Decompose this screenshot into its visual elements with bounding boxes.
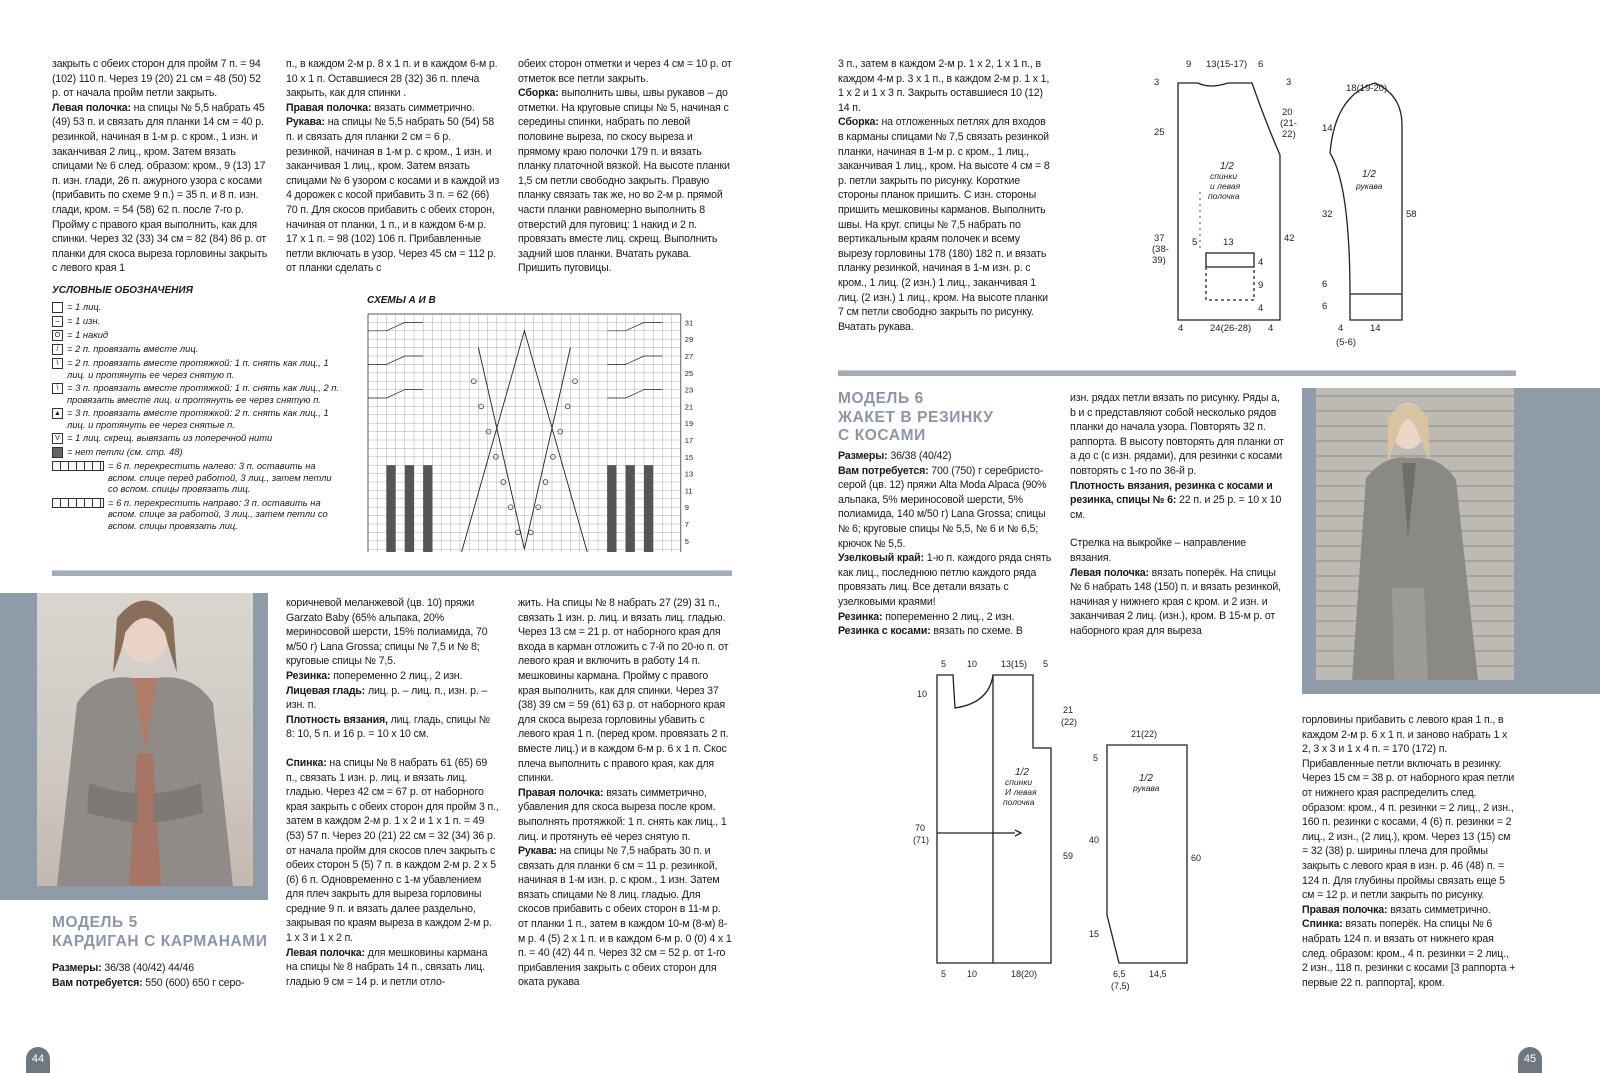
- dim-label: 5: [1093, 753, 1099, 763]
- paragraph-label: Сборка:: [838, 116, 879, 129]
- chart-a-grid: [368, 314, 709, 552]
- paragraph-label: Размеры:: [838, 450, 888, 462]
- dim-label: 5: [941, 659, 947, 669]
- dim-label: (38-: [1152, 244, 1169, 255]
- dim-label: 6: [1322, 279, 1328, 290]
- paragraph-text: попеременно 2 лиц., 2 изн.: [330, 669, 463, 682]
- dim-label: 32: [1322, 209, 1333, 220]
- section-divider-right: [838, 370, 1516, 376]
- legend-text: = 1 накид: [67, 329, 109, 340]
- paragraph: закрыть с обеих сторон для пройм 7 п. = 94 (102) 110 п. Через 19 (20) 21 см = 48 (50) 52 р. от начала пройм петли закрыть.: [52, 58, 261, 100]
- paragraph: изн. рядах петли вязать по рисунку. Ряды a, b и c представляют собой несколько рядов планки до начала узора. Повторять 32 п. раппорта. В высоту повторять для планки от a до c (с изн. рядами), для резинки с косами повторять с 1-го по 36-й р.: [1070, 392, 1284, 477]
- paragraph: [286, 669, 500, 684]
- paragraph-label: Сборка:: [518, 87, 559, 100]
- legend-item: [52, 446, 344, 458]
- schema-piece-label: 1/2: [1015, 767, 1029, 778]
- dim-label: 25: [1154, 127, 1165, 138]
- dim-label: (7,5): [1111, 981, 1130, 991]
- paragraph-text: на спицы № 5,5 набрать 50 (54) 58 п. и связать для планки 2 см = 6 р. резинкой, начиная в 1-м р. с кром., 1 изн. и заканчивая 1 лиц., кром. Затем вязать спицами № 6 узором с косами и в каждой из 4 дорожек с косой прибавить 3 п. = 62 (66) 70 п. Для скосов прибавить с обеих сторон, начиная от планки, 1 п., и в каждом 6-м р. 17 х 1 п. = 98 (102) 106 п. Прибавленные петли включать в узор. Через 45 см = 112 р. от планки сделать с: [286, 116, 500, 275]
- paragraph-label: Плотность вязания, резинка с косами и резинка, спицы № 6:: [1070, 479, 1273, 507]
- paragraph: [838, 449, 1052, 464]
- dim-label: 6: [1258, 59, 1264, 70]
- legend-symbol: [52, 498, 104, 508]
- row-number: 19: [684, 419, 694, 429]
- paragraph-label: Левая полочка:: [286, 946, 365, 959]
- dim-label: 5: [941, 969, 947, 979]
- knitting-chart: [360, 308, 732, 552]
- legend-symbol: \: [52, 383, 63, 394]
- no-stitch-cell: [405, 465, 414, 552]
- paragraph: [838, 551, 1052, 609]
- legend-text: = 6 п. перекрестить налево: 3 п. оставить на вспом. спице перед работой, 3 лиц., затем петли со вспом. спицы провязать лиц.: [108, 460, 332, 494]
- right-col3b: [1302, 713, 1516, 990]
- paragraph: [518, 786, 732, 844]
- legend-text: = 1 лиц. скрещ. вывязать из поперечной нити: [67, 432, 273, 443]
- paragraph-label: Левая полочка:: [1070, 566, 1149, 579]
- no-stitch-cell: [386, 465, 395, 552]
- schema-piece-label: и левая: [1210, 181, 1241, 191]
- paragraph-text: на спицы № 8 набрать 61 (65) 69 п., связать 1 изн. р. лиц. и вязать лиц. гладью. Через 42 см = 67 р. от наборного края закрыть с обеих сторон для пройм 3 п., затем в каждом 2-м р. 1 х 2 и 1 х 1 п. = 49 (53) 57 п. Через 20 (21) 22 см = 32 (34) 36 р. от начала пройм для скосов плеч закрыть с обеих сторон 5 (5) 7 п. в каждом 2-м р. 2 х 5 (6) 6 п. Одновременно с 1-м убавлением для плеч закрыть для выреза горловины средние 9 п. и вязать далее раздельно, закрывая по краям выреза в каждом 2-м р. 1 х 3 и 1 х 2 п.: [286, 756, 499, 945]
- paragraph-text: вязать симметрично.: [371, 101, 475, 114]
- paragraph: [286, 101, 500, 116]
- dim-label: 6: [1322, 301, 1328, 312]
- paragraph: [286, 684, 500, 713]
- paragraph-label: Спинка:: [1302, 918, 1343, 931]
- model5-figure: [37, 593, 253, 886]
- dim-label: 5: [1043, 659, 1049, 669]
- paragraph: [518, 86, 732, 276]
- paragraph: [286, 115, 500, 276]
- paragraph: [1302, 903, 1516, 918]
- schema-piece-label: 1/2: [1362, 169, 1376, 180]
- left-col1: [52, 57, 270, 276]
- right-col1: [838, 57, 1052, 334]
- legend-item: [52, 315, 344, 327]
- row-number: 7: [684, 520, 689, 529]
- paragraph-text: вязать по схеме. В: [930, 625, 1023, 638]
- row-number: 23: [684, 385, 694, 395]
- dim-label: 70: [915, 823, 926, 833]
- dim-label: 60: [1191, 853, 1202, 863]
- paragraph: [1070, 479, 1284, 523]
- paragraph: жить. На спицы № 8 набрать 27 (29) 31 п., связать 1 изн. р. лиц. и вязать лиц. гладью. Через 13 см = 21 р. от наборного края для входа в карман отложить с 7-й по 20-ю п. от левого края и включить в работу 14 п. мешковины кармана. Пройму с правого края выполнить, как для спинки. Через 37 (38) 39 см = 59 (61) 63 р. от наборного края для скоса выреза горловины убавить с левого края 1 п. (перед кром. провязать 2 п. вместе лиц.) и в каждом 6-м р. 6 х 1 п. Скос плеча выполнить с правого края, как для спинки.: [518, 597, 729, 785]
- dim-label: 21(22): [1131, 729, 1158, 739]
- dim-label: 15: [1089, 929, 1100, 939]
- row-number: 15: [684, 452, 694, 462]
- row-number: 31: [684, 318, 694, 328]
- legend-item: [52, 382, 344, 405]
- paragraph: Стрелка на выкройке – направление вязания.: [1070, 537, 1246, 564]
- legend-item: [52, 432, 344, 444]
- legend-item: [52, 497, 344, 532]
- dim-label: 4: [1258, 303, 1264, 314]
- paragraph-label: Правая полочка:: [286, 101, 372, 114]
- schema-piece-label: полочка: [1003, 797, 1035, 807]
- sizes-label: Размеры:: [52, 962, 102, 974]
- model5-title-line2: КАРДИГАН С КАРМАНАМИ: [52, 932, 268, 950]
- dim-label: 4: [1258, 257, 1264, 268]
- page-number-right: 45: [1518, 1047, 1542, 1073]
- dim-label: (21-: [1280, 118, 1297, 129]
- paragraph-text: для мешковины кармана на спицы № 8 набрать 14 п., связать лиц. гладью 9 см = 14 р. и петли отло-: [286, 946, 488, 988]
- paragraph: [286, 756, 500, 946]
- right-col2b: [1070, 391, 1284, 639]
- paragraph-label: Узелковый край:: [838, 552, 924, 565]
- dim-label: 3: [1286, 77, 1292, 88]
- model5-photo: [37, 593, 253, 886]
- paragraph-label: Резинка с косами:: [838, 625, 931, 638]
- dim-label: 59: [1063, 851, 1074, 861]
- legend-text: = 3 п. провязать вместе протяжкой: 1 п. снять как лиц., 2 п. провязать вместе лиц. и протянуть ее через снятую п.: [67, 382, 340, 405]
- dim-label: 13(15-17): [1206, 59, 1248, 70]
- paragraph: [1070, 522, 1284, 536]
- model6-title-line2: ЖАКЕТ В РЕЗИНКУ: [838, 408, 994, 426]
- model6-photo: [1316, 388, 1514, 680]
- dim-label: 39): [1152, 255, 1166, 266]
- paragraph: п., в каждом 2-м р. 8 х 1 п. и в каждом 6-м р. 10 х 1 п. Оставшиеся 28 (32) 36 п. плеча закрыть, как для спинки .: [286, 58, 498, 100]
- paragraph: горловины прибавить с левого края 1 п., в каждом 2-м р. 6 х 1 п. и заново набрать 1 х 2, 3 х 3 и 1 х 4 п. = 170 (172) п. Прибавленные петли включать в резинку. Через 15 см = 38 р. от наборного края петли от нижнего края распределить след. образом: кром., 4 п. резинки = 2 лиц., 2 изн., 160 п. резинки с косами, 4 (6) п. резинки = 2 лиц., 2 изн., (2 лиц.), кром. Через 13 (15) см = 32 (38) р. ширины плеча для проймы закрыть с левого края в изн. р. 46 (48) п. = 124 п. Для глубины проймы связать еще 5 см = 12 р. и петли закрыть по рисунку.: [1302, 714, 1515, 902]
- model5-sizes: [52, 961, 272, 990]
- dim-label: 5: [1192, 237, 1198, 248]
- pattern-schema-top: [1140, 55, 1430, 350]
- legend-item: [52, 329, 344, 341]
- no-stitch-cell: [423, 465, 432, 552]
- model6-figure: [1316, 388, 1514, 680]
- paragraph-label: Правая полочка:: [1302, 903, 1388, 916]
- paragraph-text: попеременно 2 лиц., 2 изн.: [882, 610, 1015, 623]
- legend-symbol: V: [52, 433, 63, 444]
- row-number: 11: [684, 486, 693, 496]
- model5-title: [52, 914, 268, 951]
- left-col2: [286, 57, 500, 276]
- paragraph-text: на спицы № 5,5 набрать 45 (49) 53 п. и связать для планки 14 см = 40 р. резинкой, начиная в 1-м р. с кром., 1 изн. и заканчивая 2 лиц., кром. Затем вязать спицами № 6 след. образом: кром., 9 (13) 17 п. изн. глади, 26 п. ажурного узора с косами (прибавить по схеме 9 п.) = 35 п. и 8 п. изн. глади, кром. = 54 (58) 62 п. после 7-го р. Пройму с правого края выполнить, как для спинки. Через 32 (33) 34 см = 82 (84) 86 р. от планки для скоса выреза горловины закрыть с левого края 1: [52, 101, 268, 275]
- paragraph: [838, 624, 1052, 639]
- chart-title: СХЕМЫ А И В: [367, 295, 436, 306]
- dim-label: (22): [1061, 717, 1078, 727]
- section-divider: [52, 570, 732, 576]
- symbol-legend: [52, 285, 344, 533]
- row-number: 25: [684, 368, 694, 378]
- paragraph-text: лиц. р. – лиц. п., изн. р. – изн. п.: [286, 684, 488, 712]
- legend-item: [52, 407, 344, 430]
- legend-symbol: –: [52, 316, 63, 327]
- page-number-left: 44: [26, 1047, 50, 1073]
- schema-piece-label: 1/2: [1220, 161, 1234, 172]
- dim-label: 20: [1282, 107, 1293, 118]
- row-number: 27: [684, 352, 694, 361]
- dim-label: 58: [1406, 209, 1417, 220]
- paragraph: [286, 742, 500, 756]
- dim-label: 22): [1282, 129, 1296, 140]
- left-col3: [518, 57, 732, 276]
- paragraph: [838, 115, 1052, 334]
- paragraph-label: Рукава:: [286, 116, 325, 129]
- no-stitch-cell: [607, 465, 616, 552]
- legend-text: = 3 п. провязать вместе протяжкой: 2 п. снять как лиц., 1 лиц. и протянуть ее через снятые п.: [67, 407, 329, 430]
- paragraph-label: Резинка:: [286, 669, 331, 682]
- dim-label: 14: [1370, 323, 1381, 334]
- paragraph-label: Плотность вязания,: [286, 713, 388, 726]
- dim-label: 9: [1186, 59, 1192, 70]
- right-col1b: [838, 449, 1052, 639]
- left-col2b: [286, 596, 500, 989]
- legend-text: = 1 лиц.: [67, 301, 102, 312]
- schema-piece-label: спинки: [1210, 171, 1238, 181]
- dim-label: 14,5: [1149, 969, 1167, 979]
- dim-label: 10: [967, 659, 978, 669]
- paragraph: обеих сторон отметки и через 4 см = 10 р. от отметок все петли закрыть.: [518, 58, 732, 85]
- paragraph: [838, 464, 1052, 552]
- paragraph-label: Спинка:: [286, 756, 327, 769]
- legend-text: = 2 п. провязать вместе лиц.: [67, 343, 199, 354]
- paragraph: [286, 946, 500, 990]
- paragraph-text: вязать поперёк. На спицы № 6 набрать 148 (150) п. и вязать резинкой, начиная у нижнего края с кром. и 2 изн. и заканчивая 2 лиц. (изн.), кром. В 15-м р. от наборного края для выреза: [1070, 566, 1281, 637]
- sizes-value: 36/38 (40/42) 44/46: [101, 962, 194, 974]
- paragraph-text: вязать симметрично, убавления для скоса выреза после кром. выполнять протяжкой: 1 п. снять как лиц., 1 лиц. и протянуть её через снятую п.: [518, 786, 727, 843]
- dim-label: (71): [913, 835, 930, 845]
- legend-symbol: O: [52, 330, 63, 341]
- paragraph: [838, 610, 1052, 625]
- dim-label: 3: [1154, 77, 1160, 88]
- paragraph-text: 700 (750) г серебристо-серой (цв. 12) пряжи Alta Moda Alpaca (90% альпака, 5% мериносовой шерсти, 5% полиамида, 140 м/50 г) Lana Grossa; спицы № 6; круговые спицы № 5,5, № 6 и № 6,5; крючок № 5,5.: [838, 464, 1047, 550]
- dim-label: 13(15): [1001, 659, 1028, 669]
- row-number: 5: [684, 536, 689, 546]
- dim-label: 42: [1284, 233, 1295, 244]
- paragraph-text: вязать поперёк. На спицы № 6 набрать 124 п. и вязать от нижнего края след. образом: кром., 4 п. резинки = 2 лиц., 2 изн., 118 п. резинки с косами [3 раппорта + первые 22 п. раппорта], кром.: [1302, 918, 1516, 989]
- model6-title-line1: МОДЕЛЬ 6: [838, 390, 924, 407]
- dim-label: 37: [1154, 233, 1165, 244]
- legend-symbol: [52, 302, 63, 313]
- legend-symbol: /: [52, 344, 63, 355]
- schema-piece-label: спинки: [1005, 777, 1033, 787]
- schema-piece-label: рукава: [1356, 181, 1383, 191]
- paragraph-label: Вам потребуется:: [838, 464, 929, 477]
- paragraph: коричневой меланжевой (цв. 10) пряжи Garzato Baby (65% альпака, 20% мериносовой шерсти, 15% полиамида, 70 м/50 г) Lana Grossa; спицы № 7,5 и № 8; круговые спицы № 7,5.: [286, 597, 488, 668]
- dim-label: 40: [1089, 835, 1100, 845]
- model6-title-line3: С КОСАМИ: [838, 427, 926, 444]
- schema-piece-label: рукава: [1133, 783, 1160, 793]
- row-number: 9: [684, 503, 689, 513]
- legend-symbol: ▲: [52, 408, 63, 419]
- paragraph-text: 1-ю п. каждого ряда снять как лиц., последнюю петлю каждого ряда провязать лиц. Все детали вязать с узелковыми краями!: [838, 552, 1052, 608]
- dim-label: (5-6): [1336, 337, 1357, 348]
- legend-symbol: \: [52, 358, 63, 369]
- dim-label: 4: [1338, 323, 1344, 334]
- dim-label: 4: [1178, 323, 1184, 334]
- paragraph: [1302, 917, 1516, 990]
- dim-label: 10: [917, 689, 928, 699]
- paragraph: [518, 844, 732, 990]
- model5-title-line1: МОДЕЛЬ 5: [52, 914, 138, 931]
- dim-label: 21: [1063, 705, 1074, 715]
- paragraph-label: Лицевая гладь:: [286, 684, 366, 697]
- model6-title: [838, 390, 994, 446]
- need-value: 550 (600) 650 г серо-: [142, 976, 245, 989]
- row-number: 29: [684, 335, 694, 345]
- paragraph-text: лиц. гладь, спицы № 8: 10, 5 п. и 16 р. = 10 х 10 см.: [286, 713, 491, 741]
- dim-label: 4: [1268, 323, 1274, 334]
- dim-label: 18(20): [1011, 969, 1038, 979]
- dim-label: 6,5: [1113, 969, 1126, 979]
- paragraph-text: 36/38 (40/42): [887, 450, 952, 462]
- paragraph: [286, 713, 500, 742]
- need-label: Вам потребуется:: [52, 976, 143, 989]
- pattern-schema-bottom: [905, 653, 1205, 993]
- legend-item: [52, 460, 344, 495]
- no-stitch-cell: [626, 465, 635, 552]
- row-number: 13: [684, 469, 694, 479]
- legend-symbol: [52, 461, 104, 471]
- paragraph: [1070, 566, 1284, 639]
- dim-label: 14: [1322, 123, 1333, 134]
- paragraph-label: Правая полочка:: [518, 786, 604, 799]
- dim-label: 13: [1223, 237, 1234, 248]
- paragraph-label: Резинка:: [838, 610, 883, 623]
- legend-text: = нет петли (см. стр. 48): [67, 446, 183, 457]
- paragraph-label: Левая полочка:: [52, 101, 131, 114]
- legend-text: = 2 п. провязать вместе протяжкой: 1 п. снять как лиц., 1 лиц. и протянуть ее через снятую п.: [67, 357, 329, 380]
- paragraph-text: на спицы № 7,5 набрать 30 п. и связать для планки 6 см = 11 р. резинкой, начиная в 1-м изн. р. с кром., 1 изн. Затем вязать спицами № 8 лиц. гладью. Для скосов прибавить с обеих сторон в 11-м р. от планки 1 п., затем в каждом 10-м (8-м) 8-м р. 4 (5) 2 х 1 п. и в каждом 6-м р. 0 (0) 4 х 1 п. = 40 (42) 44 п. Через 32 см = 52 р. от 1-го прибавления закрыть с обеих сторон для оката рукава: [518, 845, 732, 989]
- dim-label: 24(26-28): [1210, 323, 1252, 334]
- legend-text: = 1 изн.: [67, 315, 101, 326]
- dim-label: 9: [1258, 280, 1264, 291]
- legend-item: [52, 301, 344, 313]
- row-number: 17: [684, 436, 694, 445]
- paragraph-label: Рукава:: [518, 845, 557, 858]
- legend-list: [52, 301, 344, 531]
- no-stitch-cell: [644, 465, 653, 552]
- legend-item: [52, 357, 344, 380]
- schema-piece-label: 1/2: [1139, 773, 1153, 784]
- legend-symbol: ■: [52, 447, 63, 458]
- paragraph: [52, 101, 270, 276]
- paragraph-text: вязать симметрично.: [1387, 903, 1491, 916]
- paragraph-text: 22 п. и 25 р. = 10 х 10 см.: [1070, 494, 1282, 521]
- row-number: 21: [684, 402, 694, 412]
- left-col3b: [518, 596, 732, 990]
- schema-piece-label: И левая: [1005, 787, 1037, 797]
- legend-title: УСЛОВНЫЕ ОБОЗНАЧЕНИЯ: [52, 285, 193, 296]
- dim-label: 18(19-20): [1346, 83, 1388, 94]
- legend-text: = 6 п. перекрестить направо: 3 п. оставить на вспом. спице за работой, 3 лиц., затем петли со вспом. спицы провязать лиц.: [108, 496, 328, 531]
- schema-piece-label: полочка: [1208, 191, 1240, 201]
- paragraph-text: выполнить швы, швы рукавов – до отметки. На круговые спицы № 5, начиная с середины спинки, набрать по левой половине выреза, по скосу выреза и прямому краю полочки 179 п. и вязать планку платочной вязкой. На высоте планки 1,5 см петли свободно закрыть. Правую планку связать так же, но во 2-м р. прямой части планки равномерно выполнить 8 отверстий для пуговиц: 1 накид и 2 п. провязать вместе лиц. скрещ. Выполнить задний шов планки. Вчатать рукава. Пришить пуговицы.: [518, 87, 730, 275]
- paragraph-text: на отложенных петлях для входов в карманы спицами № 7,5 связать резинкой планки, начиная в 1-м р. с кром., 1 лиц., заканчивая 1 лиц., кром. На высоте 4 см = 8 р. петли закрыть по рисунку. Короткие стороны планок пришить. С изн. стороны пришить мешковины карманов. Выполнить швы. На круг. спицы № 7,5 набрать по вертикальным краям полочек и всему вырезу горловины 178 (180) 182 п. и вязать планку резинкой, начиная в 1-м изн. р. с кром., 1 лиц. (2 изн.) 1 лиц., заканчивая 1 лиц. (2 изн.) 1 лиц., кром. На высоте планки 7 см петли свободно закрыть по рисунку. Вчатать рукава.: [838, 116, 1050, 333]
- dim-label: 10: [967, 969, 978, 979]
- paragraph: 3 п., затем в каждом 2-м р. 1 х 2, 1 х 1 п., в каждом 4-м р. 3 х 1 п., в каждом 2-м р. 1 х 1, 1 х 2 и 1 х 3 п. Закрыть оставшиеся 10 (12) 14 п.: [838, 58, 1050, 114]
- legend-item: [52, 343, 344, 355]
